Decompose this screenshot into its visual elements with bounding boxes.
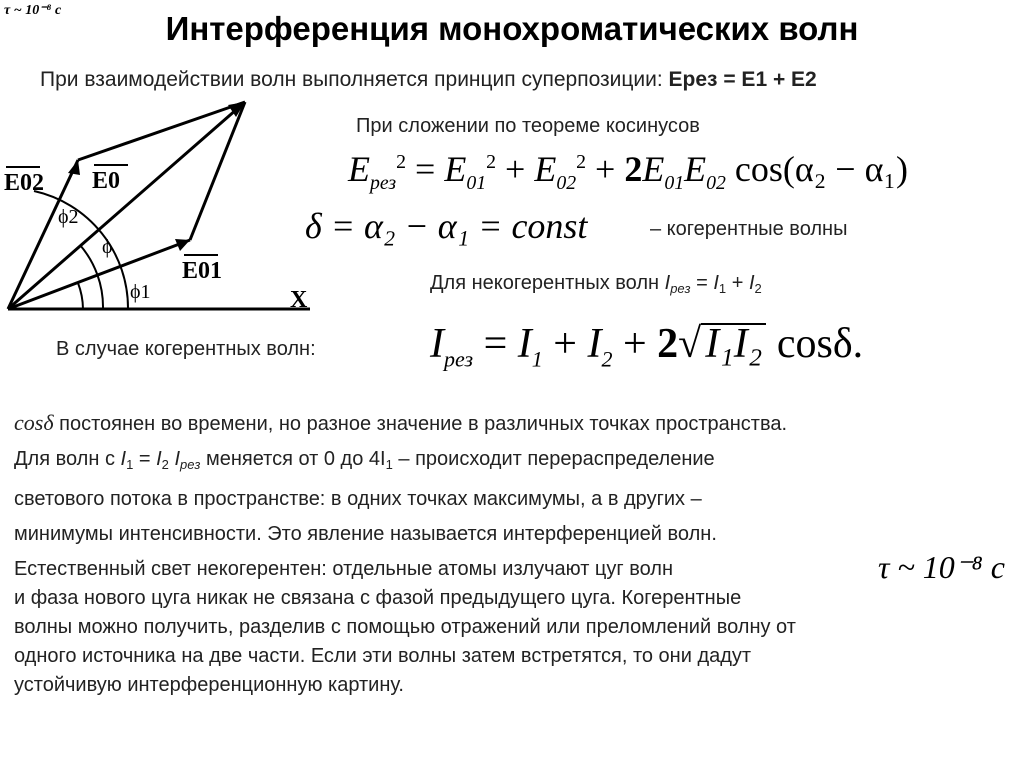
paragraph-coherent (14, 405, 1014, 552)
intro-text: При взаимодействии волн выполняется принцип суперпозиции: (40, 68, 669, 91)
parallelogram-top (78, 102, 245, 160)
p2-line1: Естественный свет некогерентен: отдельные атомы излучают цуг волн (14, 558, 674, 580)
intensity-equation: $I_{рез} = I_1 + I_2 + 2√I_1I_2$ cosδ. (430, 321, 864, 372)
vector-diagram (0, 95, 330, 325)
label-phi: ϕ (102, 236, 113, 258)
intro-formula: Ерез = Е1 + Е2 (668, 68, 817, 91)
arc-phi1 (78, 283, 83, 309)
label-e01: E01 (182, 258, 223, 284)
label-phi1: ϕ1 (130, 281, 151, 303)
p2-line3: волны можно получить, разделив с помощью отражений или преломлений волну от (14, 616, 796, 638)
p1-line3: светового потока в пространстве: в одних точках максимумы, а в других – (14, 488, 702, 510)
p1-line4: минимумы интенсивности. Это явление называется интерференцией волн. (14, 523, 717, 545)
label-x: X (290, 287, 308, 313)
paragraph-natural-light (14, 555, 1014, 700)
equation-e-sum: $E_{рез}^2 = E_{01}^2 + E_{02}^2 + 2E_{01}E_{02}$ cos(α₂ − α₁) (348, 149, 908, 195)
p2-line2: и фаза нового цуга никак не связана с фазой предыдущего цуга. Когерентные (14, 587, 742, 609)
arrowhead-e02 (68, 160, 80, 175)
label-phi2: ϕ2 (58, 206, 79, 228)
p1-line1: cosδ постоянен во времени, но разное значение в различных точках пространства. (14, 410, 788, 435)
p2-line5: устойчивую интерференционную картину. (14, 674, 404, 696)
incoherent-line: Для некогерентных волн $I_{рез} = I_1 + I_2$ (430, 272, 762, 296)
intro-line (40, 68, 817, 92)
coherent-waves-label: – когерентные волны (650, 218, 848, 240)
parallelogram-right (190, 102, 245, 240)
delta-equation: δ = α₂ − α₁ = const (305, 206, 588, 246)
tau-formula: τ ~ 10⁻⁸ c (878, 549, 1005, 585)
p1-line2: Для волн с $I_1 = I_2$ $I_{рез}$ меняется от 0 до $4I_1$ – происходит перераспределение (14, 448, 715, 472)
coherent-case-label: В случае когерентных волн: (56, 338, 316, 360)
p2-line4: одного источника на две части. Если эти волны затем встретятся, то они дадут (14, 645, 752, 667)
page-title: Интерференция монохроматических волн (165, 10, 859, 47)
cosine-theorem-label: При сложении по теореме косинусов (356, 115, 700, 137)
label-e0: E0 (92, 168, 121, 194)
label-e02: E02 (4, 170, 45, 196)
corner-tau-note: τ ~ 10⁻⁸ c (4, 3, 62, 18)
